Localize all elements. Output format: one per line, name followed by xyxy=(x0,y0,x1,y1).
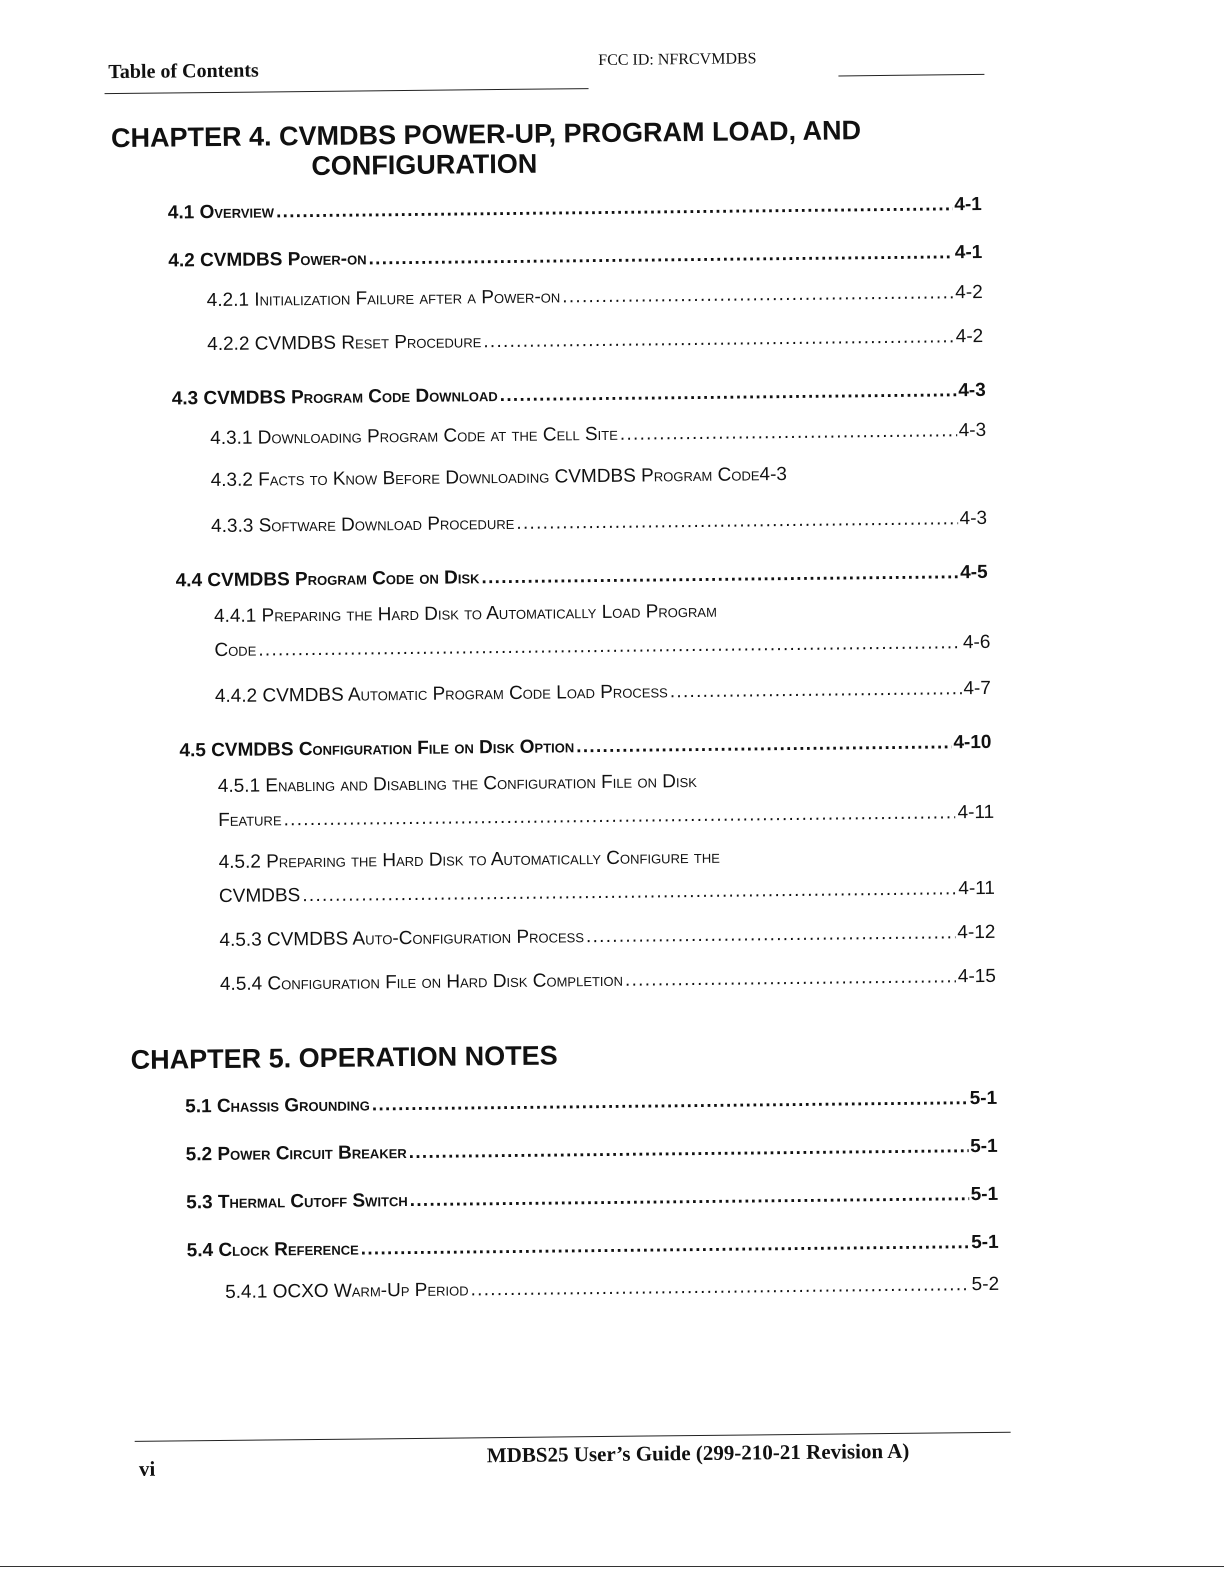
header-fcc-id: FCC ID: NFRCVMDBS xyxy=(598,50,757,69)
toc-leader-dots xyxy=(562,282,953,308)
toc-entry-title: 4.3.3 Software Download Procedure xyxy=(211,512,515,538)
toc-leader-dots xyxy=(576,732,951,758)
toc-entry-page: 4-1 xyxy=(954,241,983,264)
toc-entry-page: 5-1 xyxy=(969,1087,998,1110)
toc-entry-title: 5.4.1 OCXO Warm-Up Period xyxy=(225,1279,469,1303)
toc-leader-dots xyxy=(470,1274,969,1301)
toc-entry-title: 4.5.3 CVMDBS Auto-Configuration Process xyxy=(219,926,585,951)
header-rule-right xyxy=(838,74,984,77)
toc-leader-dots xyxy=(481,562,958,589)
toc-entry-page: 4-1 xyxy=(954,193,982,216)
toc-entry-title: 5.3 Thermal Cutoff Switch xyxy=(186,1190,408,1214)
scan-edge-line xyxy=(0,1566,1224,1567)
footer-page-number: vi xyxy=(138,1456,156,1481)
toc-entry-page: 5-2 xyxy=(971,1273,1000,1296)
toc-leader-dots xyxy=(500,380,957,407)
toc-entry-title: Code xyxy=(214,639,257,662)
toc-entry-title: CVMDBS xyxy=(218,885,301,907)
toc-entry-4-3-1[interactable] xyxy=(210,420,986,450)
toc-leader-dots xyxy=(372,1088,968,1116)
toc-leader-dots xyxy=(368,242,952,270)
chapter-4-heading-line2: CONFIGURATION xyxy=(311,148,538,181)
toc-leader-dots xyxy=(625,966,956,991)
toc-entry-page: 5-1 xyxy=(970,1135,998,1158)
chapter-4-heading-line1: CHAPTER 4. CVMDBS POWER-UP, PROGRAM LOAD, AND xyxy=(110,115,862,154)
toc-entry-4-5[interactable] xyxy=(179,732,991,763)
toc-entry-page: 4-15 xyxy=(957,965,996,988)
toc-entry-4-3[interactable] xyxy=(172,380,986,411)
toc-entry-4-4[interactable] xyxy=(176,562,988,593)
toc-leader-dots xyxy=(516,508,957,535)
toc-entry-4-5-2-line1: 4.5.2 Preparing the Hard Disk to Automatically Configure the xyxy=(218,846,720,873)
toc-entry-title: 4.5 CVMDBS Configuration File on Disk Option xyxy=(179,736,575,762)
toc-entry-5-3[interactable] xyxy=(186,1184,998,1215)
toc-entry-page: 4-12 xyxy=(957,921,996,944)
toc-leader-dots xyxy=(409,1136,969,1164)
toc-entry-page: 4-3 xyxy=(759,464,788,486)
toc-entry-4-2[interactable] xyxy=(168,242,982,273)
toc-entry-page: 4-11 xyxy=(958,877,996,900)
toc-entry-4-5-1-line1: 4.5.1 Enabling and Disabling the Configuration File on Disk xyxy=(217,770,698,798)
chapter-4-heading xyxy=(111,115,862,183)
toc-entry-title: 4.3.2 Facts to Know Before Downloading CVMDBS Program Code xyxy=(210,464,760,492)
toc-entry-title: 4.4.2 CVMDBS Automatic Program Code Load Process xyxy=(214,681,668,708)
toc-entry-page: 5-1 xyxy=(970,1183,999,1206)
toc-entry-title: 4.4 CVMDBS Program Code on Disk xyxy=(175,567,480,592)
footer-document-title: MDBS25 User’s Guide (299-210-21 Revision A) xyxy=(486,1438,910,1468)
toc-entry-title: 4.3.1 Downloading Program Code at the Cell Site xyxy=(210,423,618,450)
toc-entry-4-2-1[interactable] xyxy=(207,282,983,312)
chapter-5-heading: CHAPTER 5. OPERATION NOTES xyxy=(130,1040,558,1075)
toc-entry-page: 4-3 xyxy=(958,379,986,402)
toc-entry-title: 4.5.4 Configuration File on Hard Disk Completion xyxy=(219,969,624,995)
toc-entry-title: 5.1 Chassis Grounding xyxy=(185,1094,370,1118)
toc-entry-title: 4.1 Overview xyxy=(167,201,275,224)
toc-entry-4-2-2[interactable] xyxy=(207,326,983,356)
toc-leader-dots xyxy=(283,802,955,831)
toc-entry-page: 5-1 xyxy=(971,1231,999,1254)
toc-leader-dots xyxy=(258,632,961,661)
toc-entry-page: 4-2 xyxy=(955,281,983,304)
toc-entry-title: 5.2 Power Circuit Breaker xyxy=(185,1142,407,1166)
toc-entry-page: 4-11 xyxy=(957,801,995,824)
toc-leader-dots xyxy=(361,1232,970,1260)
toc-entry-title: 4.2 CVMDBS Power-on xyxy=(168,248,367,272)
toc-entry-page: 4-6 xyxy=(962,631,991,654)
toc-leader-dots xyxy=(586,922,956,948)
toc-entry-4-5-4[interactable] xyxy=(220,966,996,996)
header-rule-left xyxy=(105,88,589,94)
toc-entry-4-3-3[interactable] xyxy=(211,508,987,538)
toc-leader-dots xyxy=(483,326,954,353)
toc-entry-4-3-2[interactable] xyxy=(211,464,788,492)
toc-entry-page: 4-7 xyxy=(963,677,991,700)
toc-leader-dots xyxy=(670,678,962,703)
toc-entry-title: 4.2.2 CVMDBS Reset Procedure xyxy=(207,331,482,356)
header-section-title: Table of Contents xyxy=(108,59,259,84)
toc-entry-title: Feature xyxy=(218,809,282,831)
toc-entry-4-5-1[interactable] xyxy=(218,802,994,832)
toc-entry-5-4-1[interactable] xyxy=(225,1274,999,1304)
toc-entry-4-5-2[interactable] xyxy=(219,878,995,908)
toc-entry-4-1[interactable] xyxy=(168,194,982,225)
toc-entry-page: 4-3 xyxy=(958,419,987,442)
toc-leader-dots xyxy=(410,1184,969,1212)
toc-entry-4-4-1[interactable] xyxy=(214,632,990,662)
toc-leader-dots xyxy=(276,194,953,223)
toc-entry-5-1[interactable] xyxy=(185,1088,997,1119)
toc-entry-page: 4-10 xyxy=(953,731,992,754)
toc-entry-title: 5.4 Clock Reference xyxy=(186,1238,359,1262)
toc-entry-4-4-1-line1: 4.4.1 Preparing the Hard Disk to Automatically Load Program xyxy=(213,600,717,628)
toc-entry-page: 4-2 xyxy=(955,325,984,348)
toc-entry-5-2[interactable] xyxy=(186,1136,998,1167)
toc-entry-5-4[interactable] xyxy=(187,1232,999,1263)
toc-leader-dots xyxy=(302,878,956,907)
toc-entry-4-5-3[interactable] xyxy=(219,922,995,952)
toc-entry-title: 4.2.1 Initialization Failure after a Power-on xyxy=(206,286,561,312)
toc-entry-4-4-2[interactable] xyxy=(215,678,991,708)
toc-entry-page: 4-5 xyxy=(960,561,988,584)
toc-entry-title: 4.3 CVMDBS Program Code Download xyxy=(171,385,498,410)
toc-entry-page: 4-3 xyxy=(959,507,988,530)
toc-leader-dots xyxy=(620,420,957,446)
